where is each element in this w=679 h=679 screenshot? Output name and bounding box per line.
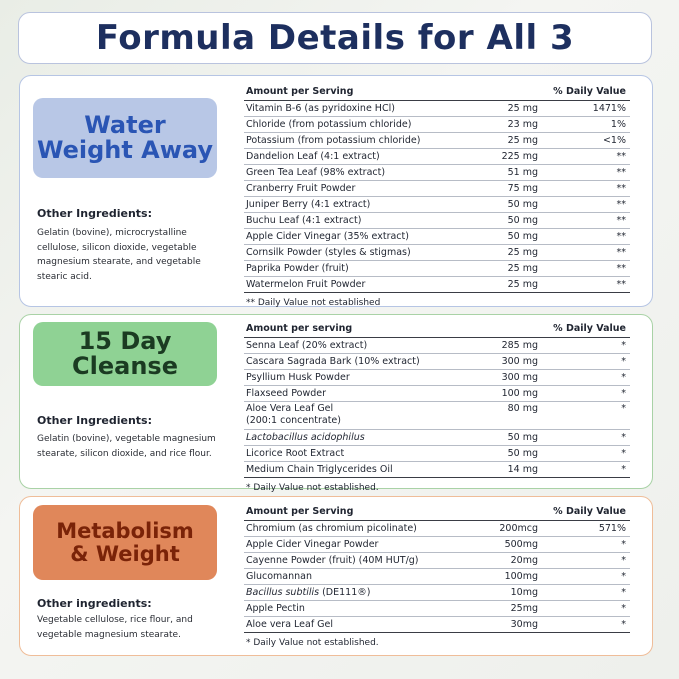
- ingredient-amount: 30mg: [510, 619, 538, 630]
- ingredient-daily-value: *: [621, 539, 626, 550]
- ingredient-daily-value: 1471%: [592, 103, 626, 114]
- ingredient-name: Juniper Berry (4:1 extract): [246, 199, 371, 210]
- ingredient-amount: 51 mg: [507, 167, 538, 178]
- table-row: [244, 165, 630, 181]
- table-row: [244, 585, 630, 601]
- ingredient-daily-value: *: [621, 340, 626, 351]
- other-ingredients-title: Other Ingredients:: [37, 207, 152, 220]
- table-row: [244, 601, 630, 617]
- table-row: [244, 569, 630, 585]
- title-banner: [18, 12, 652, 64]
- ingredient-amount: 80 mg: [507, 403, 538, 414]
- table-row: [244, 149, 630, 165]
- col-daily-value: % Daily Value: [553, 86, 626, 97]
- ingredient-amount: 50 mg: [507, 199, 538, 210]
- table-row: [244, 338, 630, 354]
- ingredient-amount: 25mg: [510, 603, 538, 614]
- supplement-table: [244, 321, 630, 493]
- other-ingredients-title: Other ingredients:: [37, 597, 152, 610]
- ingredient-amount: 25 mg: [507, 135, 538, 146]
- table-row: [244, 430, 630, 446]
- ingredient-name: Paprika Powder (fruit): [246, 263, 349, 274]
- ingredient-amount: 50 mg: [507, 432, 538, 443]
- ingredient-name: Watermelon Fruit Powder: [246, 279, 366, 290]
- footnote: * Daily Value not established.: [246, 483, 379, 493]
- ingredient-daily-value: *: [621, 555, 626, 566]
- badge-line-2: Weight Away: [36, 136, 214, 164]
- col-daily-value: % Daily Value: [553, 323, 626, 334]
- ingredient-amount: 14 mg: [507, 464, 538, 475]
- ingredient-daily-value: **: [616, 151, 626, 162]
- table-row: [244, 197, 630, 213]
- ingredient-amount: 285 mg: [501, 340, 538, 351]
- ingredient-amount: 25 mg: [507, 279, 538, 290]
- ingredient-amount: 25 mg: [507, 263, 538, 274]
- ingredient-name: Bacillus subtilis (DE111®): [246, 587, 371, 598]
- ingredient-daily-value: *: [621, 356, 626, 367]
- badge-line-1: Water: [84, 110, 166, 139]
- ingredient-amount: 500mg: [504, 539, 538, 550]
- footnote: ** Daily Value not established: [246, 298, 381, 308]
- ingredient-daily-value: 571%: [598, 523, 626, 534]
- ingredient-name: Psyllium Husk Powder: [246, 372, 350, 383]
- product-badge: [33, 98, 217, 178]
- panel-metabolism-weight: [19, 496, 653, 656]
- table-row: [244, 462, 630, 478]
- supplement-table: [244, 504, 630, 648]
- table-row: [244, 617, 630, 633]
- table-row: [244, 386, 630, 402]
- product-badge: [33, 322, 217, 386]
- badge-line-2: & Weight: [70, 541, 180, 566]
- ingredient-amount: 200mcg: [499, 523, 538, 534]
- table-row: [244, 117, 630, 133]
- ingredient-daily-value: *: [621, 372, 626, 383]
- ingredient-daily-value: **: [616, 183, 626, 194]
- table-row: [244, 277, 630, 293]
- ingredient-name: Cascara Sagrada Bark (10% extract): [246, 356, 420, 367]
- ingredient-daily-value: *: [621, 464, 626, 475]
- panel-water-weight-away: [19, 75, 653, 307]
- table-row: [244, 213, 630, 229]
- ingredient-name: Medium Chain Triglycerides Oil: [246, 464, 393, 475]
- page-title: Formula Details for All 3: [95, 18, 575, 58]
- ingredient-name: Dandelion Leaf (4:1 extract): [246, 151, 380, 162]
- ingredient-name: Chloride (from potassium chloride): [246, 119, 412, 130]
- ingredient-name: Chromium (as chromium picolinate): [246, 523, 417, 534]
- supplement-table: [244, 84, 630, 308]
- ingredient-amount: 50 mg: [507, 231, 538, 242]
- ingredient-amount: 23 mg: [507, 119, 538, 130]
- ingredient-amount: 100 mg: [501, 388, 538, 399]
- ingredient-daily-value: *: [621, 388, 626, 399]
- table-row: [244, 245, 630, 261]
- ingredient-name: Flaxseed Powder: [246, 388, 326, 399]
- ingredient-name: Potassium (from potassium chloride): [246, 135, 421, 146]
- table-row: [244, 101, 630, 117]
- ingredient-name: Aloe vera Leaf Gel: [246, 619, 334, 630]
- ingredient-daily-value: **: [616, 167, 626, 178]
- ingredient-daily-value: *: [621, 619, 626, 630]
- ingredient-daily-value: *: [621, 403, 626, 414]
- ingredient-amount: 300 mg: [501, 372, 538, 383]
- ingredient-daily-value: 1%: [610, 119, 626, 130]
- col-amount: Amount per Serving: [246, 506, 354, 517]
- ingredient-daily-value: *: [621, 587, 626, 598]
- ingredient-name: Apple Pectin: [246, 603, 305, 614]
- ingredient-daily-value: **: [616, 199, 626, 210]
- ingredient-name: Cayenne Powder (fruit) (40M HUT/g): [246, 555, 419, 566]
- table-row: [244, 354, 630, 370]
- ingredient-name: Green Tea Leaf (98% extract): [246, 167, 386, 178]
- table-row: [244, 181, 630, 197]
- ingredient-name: Cornsilk Powder (styles & stigmas): [246, 247, 411, 258]
- ingredient-amount: 25 mg: [507, 247, 538, 258]
- other-ingredients-text: Vegetable cellulose, rice flour, and vegetable magnesium stearate.: [37, 615, 193, 640]
- footnote: * Daily Value not established.: [246, 638, 379, 648]
- ingredient-amount: 25 mg: [507, 103, 538, 114]
- ingredient-daily-value: *: [621, 603, 626, 614]
- badge-line-1: Metabolism: [56, 519, 194, 544]
- ingredient-name: Lactobacillus acidophilus: [246, 432, 365, 443]
- table-row: [244, 402, 630, 430]
- other-ingredients-text: Gelatin (bovine), vegetable magnesium stearate, silicon dioxide, and rice flour.: [37, 434, 216, 459]
- ingredient-name: Aloe Vera Leaf Gel: [246, 403, 334, 414]
- table-row: [244, 521, 630, 537]
- ingredient-name: Apple Cider Vinegar (35% extract): [246, 231, 409, 242]
- badge-line-1: 15 Day: [78, 326, 172, 355]
- ingredient-daily-value: <1%: [602, 135, 626, 146]
- ingredient-amount: 300 mg: [501, 356, 538, 367]
- panel-15-day-cleanse: [19, 314, 653, 493]
- ingredient-daily-value: *: [621, 571, 626, 582]
- ingredient-daily-value: *: [621, 432, 626, 443]
- ingredient-daily-value: **: [616, 279, 626, 290]
- ingredient-daily-value: *: [621, 448, 626, 459]
- ingredient-name: Apple Cider Vinegar Powder: [246, 539, 379, 550]
- other-ingredients-text: Gelatin (bovine), microcrystalline cellulose, silicon dioxide, vegetable magnesium stearate, and vegetable stearic acid.: [37, 228, 201, 282]
- ingredient-name: Senna Leaf (20% extract): [246, 340, 368, 351]
- ingredient-daily-value: **: [616, 215, 626, 226]
- table-row: [244, 553, 630, 569]
- ingredient-amount: 75 mg: [507, 183, 538, 194]
- ingredient-name-detail: (200:1 concentrate): [246, 415, 341, 426]
- table-row: [244, 370, 630, 386]
- table-header: [244, 321, 630, 338]
- ingredient-daily-value: **: [616, 231, 626, 242]
- table-row: [244, 537, 630, 553]
- ingredient-name: Cranberry Fruit Powder: [246, 183, 356, 194]
- col-amount: Amount per serving: [246, 323, 353, 334]
- ingredient-amount: 50 mg: [507, 215, 538, 226]
- table-row: [244, 261, 630, 277]
- table-header: [244, 504, 630, 521]
- col-amount: Amount per Serving: [246, 86, 354, 97]
- table-header: [244, 84, 630, 101]
- ingredient-amount: 20mg: [510, 555, 538, 566]
- table-row: [244, 229, 630, 245]
- ingredient-amount: 10mg: [510, 587, 538, 598]
- ingredient-daily-value: **: [616, 263, 626, 274]
- table-row: [244, 133, 630, 149]
- other-ingredients-title: Other Ingredients:: [37, 414, 152, 427]
- table-row: [244, 446, 630, 462]
- product-badge: [33, 505, 217, 580]
- ingredient-daily-value: **: [616, 247, 626, 258]
- ingredient-amount: 50 mg: [507, 448, 538, 459]
- ingredient-name: Licorice Root Extract: [246, 448, 345, 459]
- col-daily-value: % Daily Value: [553, 506, 626, 517]
- ingredient-amount: 100mg: [504, 571, 538, 582]
- ingredient-amount: 225 mg: [501, 151, 538, 162]
- badge-line-2: Cleanse: [72, 352, 178, 380]
- ingredient-name: Vitamin B-6 (as pyridoxine HCl): [246, 103, 395, 114]
- ingredient-name: Glucomannan: [246, 571, 313, 582]
- ingredient-name: Buchu Leaf (4:1 extract): [246, 215, 362, 226]
